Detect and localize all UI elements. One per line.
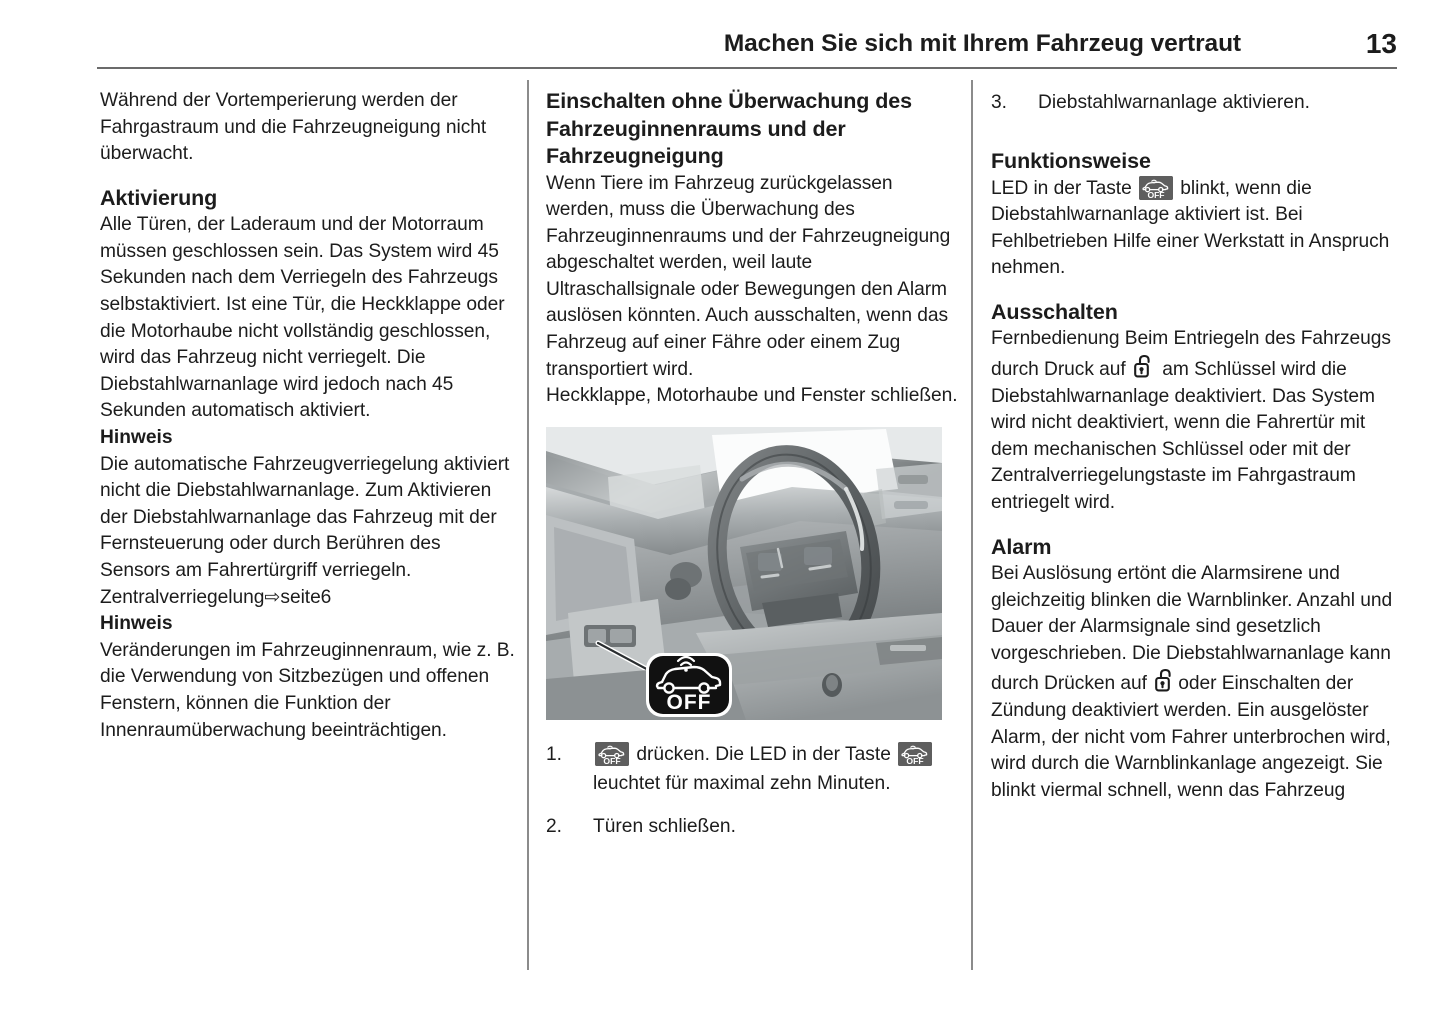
step-text-1a: drücken. Die LED in der Taste [636, 743, 891, 765]
svg-text:OFF: OFF [666, 690, 712, 714]
cross-reference [100, 585, 515, 612]
heading-funktionsweise: Funktionsweise [991, 149, 1151, 173]
step-item-1 [546, 740, 961, 798]
column-2 [546, 88, 961, 855]
heading-ausschalten: Ausschalten [991, 299, 1118, 324]
step-text-1b: leuchtet für maximal zehn Minuten. [593, 772, 891, 794]
column-divider-2 [971, 80, 973, 970]
ausschalten-body [991, 326, 1406, 516]
step-number: 3. [991, 92, 1008, 113]
heading-alarm: Alarm [991, 534, 1052, 559]
steps-list [546, 740, 961, 841]
page-number: 13 [1365, 28, 1397, 59]
note-body-1: Die automatische Fahrzeugverriegelung aktiviert nicht die Diebstahlwarnanlage. Zum Aktivieren der Diebstahlwarnanlage das Fahrzeug mit der Fernsteuerung oder durch Berühren des Sensors am Fahrertürgriff verriegeln. [100, 453, 510, 581]
steps-list-continued [991, 88, 1406, 117]
note-body-2: Veränderungen im Fahrzeuginnenraum, wie z. B. die Verwendung von Sitzbezügen und offenen Fenstern, können die Funktion der Innenraumüberwachung beeinträchtigen. [100, 639, 515, 741]
svg-text:OFF: OFF [906, 755, 924, 766]
alarm-body [991, 561, 1406, 804]
step-text-3: Diebstahlwarnanlage aktivieren. [1038, 92, 1310, 113]
step-text-2: Türen schließen. [593, 815, 736, 837]
cross-reference-label: Zentralverriegelung [100, 586, 265, 608]
alarm-text-a: Bei Auslösung ertönt die Alarmsirene und gleichzeitig blinken die Warnblinker. Anzahl und Dauer der Alarmsignale sind gesetzlich vorgeschrieben. Die Diebstahlwarnanlage kann durch Drücken auf [991, 563, 1393, 695]
header-rule [97, 67, 1397, 69]
aktivierung-body: Alle Türen, der Laderaum und der Motorraum müssen geschlossen sein. Das System wird 45 Sekunden nach dem Verriegeln des Fahrzeugs selbstaktiviert. Ist eine Tür, die Heckklappe oder die Motorhaube nicht vollständig geschlossen, wird das Fahrzeug nicht verriegelt. Die Diebstahlwarnanlage wird jedoch nach 45 Sekunden automatisch aktiviert. [100, 214, 505, 422]
heading-einschalten-ohne-ueberwachung: Einschalten ohne Überwachung des Fahrzeuginnenraums und der Fahrzeugneigung [546, 89, 912, 168]
intro-paragraph: Während der Vortemperierung werden der Fahrgastraum und die Fahrzeugneigung nicht überwacht. [100, 90, 487, 165]
funktionsweise-text-b: blinkt, wenn die Diebstahlwarnanlage aktiviert ist. Bei Fehlbetrieben Hilfe einer Werkstatt in Anspruch nehmen. [991, 177, 1390, 279]
svg-text:OFF: OFF [1147, 189, 1165, 200]
step-number: 1. [546, 743, 563, 765]
ausschalten-text-a: Fernbedienung Beim Entriegeln des Fahrzeugs durch Druck auf [991, 328, 1391, 380]
page-header [97, 30, 1397, 70]
figure-interior-monitoring-button [546, 427, 942, 720]
car-off-icon [1139, 176, 1173, 200]
einschalten-body-2: Heckklappe, Motorhaube und Fenster schließen. [546, 385, 958, 407]
car-off-icon [595, 742, 629, 766]
column-divider-1 [527, 80, 529, 970]
page-title: Machen Sie sich mit Ihrem Fahrzeug vertraut [723, 30, 1241, 57]
ausschalten-text-b: am Schlüssel wird die Diebstahlwarnanlage deaktiviert. Das System wird nicht deaktiviert, wenn die Fahrertür mit dem mechanischen Schlüssel oder mit der Zentralverriegelungstaste im Fahrgastraum entriegelt wird. [991, 358, 1375, 513]
unlock-padlock-icon [1132, 353, 1156, 381]
column-1 [100, 88, 515, 744]
cross-reference-target: seite6 [280, 586, 332, 608]
step-item-2 [546, 812, 961, 841]
alarm-text-b: oder Einschalten der Zündung deaktiviert werden. Ein ausgelöster Alarm, der nicht vom Fahrer unterbrochen wird, wird durch die Warnblinkanlage angezeigt. Sie blinkt viermal schnell, wenn das Fahrzeug [991, 673, 1391, 801]
note-label-1: Hinweis [100, 427, 173, 449]
column-3 [991, 88, 1406, 804]
note-label-2: Hinweis [100, 613, 173, 635]
step-number: 2. [546, 815, 563, 837]
figure-callout-badge [646, 653, 732, 717]
right-arrow-icon: ⇨ [264, 586, 281, 608]
heading-aktivierung: Aktivierung [100, 185, 218, 210]
funktionsweise-body [991, 176, 1406, 282]
step-item-3 [991, 88, 1406, 117]
car-off-icon [898, 742, 932, 766]
funktionsweise-text-a: LED in der Taste [991, 177, 1132, 199]
unlock-padlock-icon [1153, 667, 1177, 695]
einschalten-body-1: Wenn Tiere im Fahrzeug zurückgelassen werden, muss die Überwachung des Fahrzeuginnenraums und der Fahrzeugneigung abgeschaltet werden, weil laute Ultraschallsignale oder Bewegungen den Alarm auslösen könnten. Auch ausschalten, wenn das Fahrzeug auf einer Fähre oder einem Zug transportiert wird. [546, 172, 951, 380]
svg-text:OFF: OFF [603, 755, 621, 766]
